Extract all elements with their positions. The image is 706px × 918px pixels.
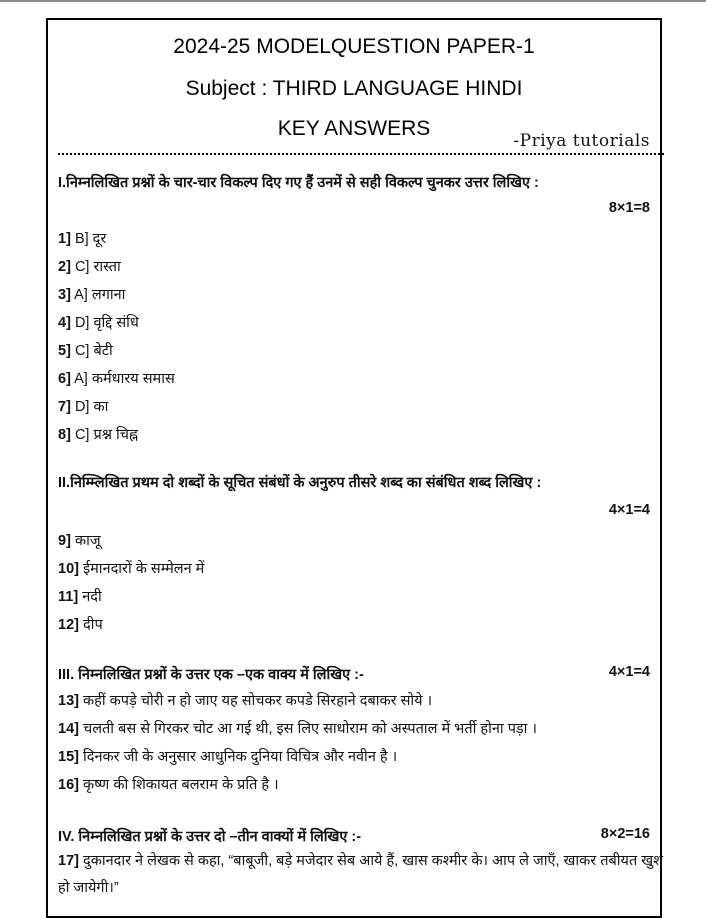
answer-text: दुकानदार ने लेखक से कहा, “बाबूजी, बड़े मजेदार सेब आये हैं, खास कश्मीर के। आप ले जाएँ, खाकर तबीयत खुश हो जायेगी।” xyxy=(58,853,663,896)
answer-number: 2] xyxy=(58,259,71,275)
answer-item xyxy=(58,396,108,416)
answer-text: D] वृद्दि संधि xyxy=(74,315,139,331)
answer-item xyxy=(58,284,125,304)
section-1-heading: I.निम्नलिखित प्रश्नों के चार-चार विकल्प दिए गए हैं उनमें से सही विकल्प चुनकर उत्तर लिखिए : xyxy=(58,175,539,191)
answer-text: B] दूर xyxy=(74,231,107,247)
answer-item xyxy=(58,368,175,388)
author-credit: -Priya tutorials xyxy=(513,131,650,151)
answer-item xyxy=(58,424,138,444)
answer-number: 15] xyxy=(58,749,79,765)
section-2-heading: II.निम्म्लिखित प्रथम दो शब्दों के सूचित संबंधों के अनुरुप तीसरे शब्द का संबंधित शब्द लिखिए : xyxy=(58,475,542,491)
answer-number: 10] xyxy=(58,561,79,577)
header-divider xyxy=(58,153,664,155)
section-1-marks: 8×1=8 xyxy=(608,200,650,216)
answer-item xyxy=(58,746,397,766)
section-3-heading: III. निम्नलिखित प्रश्नों के उत्तर एक –एक वाक्य में लिखिए :- xyxy=(58,667,364,683)
answer-number: 5] xyxy=(58,343,71,359)
answer-text: A] लगाना xyxy=(74,287,126,303)
answer-text: कृष्ण की शिकायत बलराम के प्रति है । xyxy=(83,777,279,793)
key-answers-title: KEY ANSWERS xyxy=(277,117,431,140)
answer-number: 8] xyxy=(58,427,71,443)
answer-number: 14] xyxy=(58,721,79,737)
answer-text: दीप xyxy=(83,617,103,633)
answer-item xyxy=(58,312,139,332)
answer-item xyxy=(58,256,121,276)
section-2-marks: 4×1=4 xyxy=(608,502,650,518)
answer-item xyxy=(58,586,102,606)
answer-number: 9] xyxy=(58,533,71,549)
answer-item xyxy=(58,558,204,578)
answer-item xyxy=(58,690,432,710)
section-3-marks: 4×1=4 xyxy=(608,664,650,680)
answer-number: 1] xyxy=(58,231,71,247)
answer-text: C] रास्ता xyxy=(74,259,121,275)
answer-text: नदी xyxy=(82,589,102,605)
answer-item xyxy=(58,530,101,550)
answer-number: 4] xyxy=(58,315,71,331)
answer-number: 12] xyxy=(58,617,79,633)
section-4-heading: IV. निम्नलिखित प्रश्नों के उत्तर दो –तीन वाक्यों में लिखिए :- xyxy=(58,829,362,845)
answer-number: 16] xyxy=(58,777,79,793)
answer-number: 3] xyxy=(58,287,71,303)
answer-text: A] कर्मधारय समास xyxy=(74,371,175,387)
answer-number: 7] xyxy=(58,399,71,415)
answer-number: 13] xyxy=(58,693,79,709)
answer-text: C] प्रश्न चिह्न xyxy=(74,427,138,443)
answer-item xyxy=(58,848,670,902)
paper-title: 2024-25 MODELQUESTION PAPER-1 xyxy=(173,35,535,58)
answer-number: 17] xyxy=(58,853,79,869)
answer-number: 6] xyxy=(58,371,71,387)
answer-text: ईमानदारों के सम्मेलन में xyxy=(83,561,205,577)
answer-item xyxy=(58,228,106,248)
subject-line: Subject : THIRD LANGUAGE HINDI xyxy=(185,77,523,100)
answer-item xyxy=(58,340,113,360)
answer-item xyxy=(58,614,103,634)
answer-text: चलती बस से गिरकर चोट आ गई थी, इस लिए साधोराम को अस्पताल में भर्ती होना पड़ा । xyxy=(83,721,537,737)
answer-number: 11] xyxy=(58,589,79,605)
answer-item xyxy=(58,774,279,794)
answer-text: दिनकर जी के अनुसार आधुनिक दुनिया विचित्र और नवीन है । xyxy=(83,749,398,765)
top-edge-line xyxy=(0,0,706,2)
section-4-marks: 8×2=16 xyxy=(600,826,650,842)
answer-text: D] का xyxy=(74,399,109,415)
answer-text: C] बेटी xyxy=(74,343,113,359)
answer-item xyxy=(58,718,537,738)
answer-text: कहीं कपड़े चोरी न हो जाए यह सोचकर कपडे सिरहाने दबाकर सोये । xyxy=(83,693,433,709)
answer-text: काजू xyxy=(74,533,101,549)
